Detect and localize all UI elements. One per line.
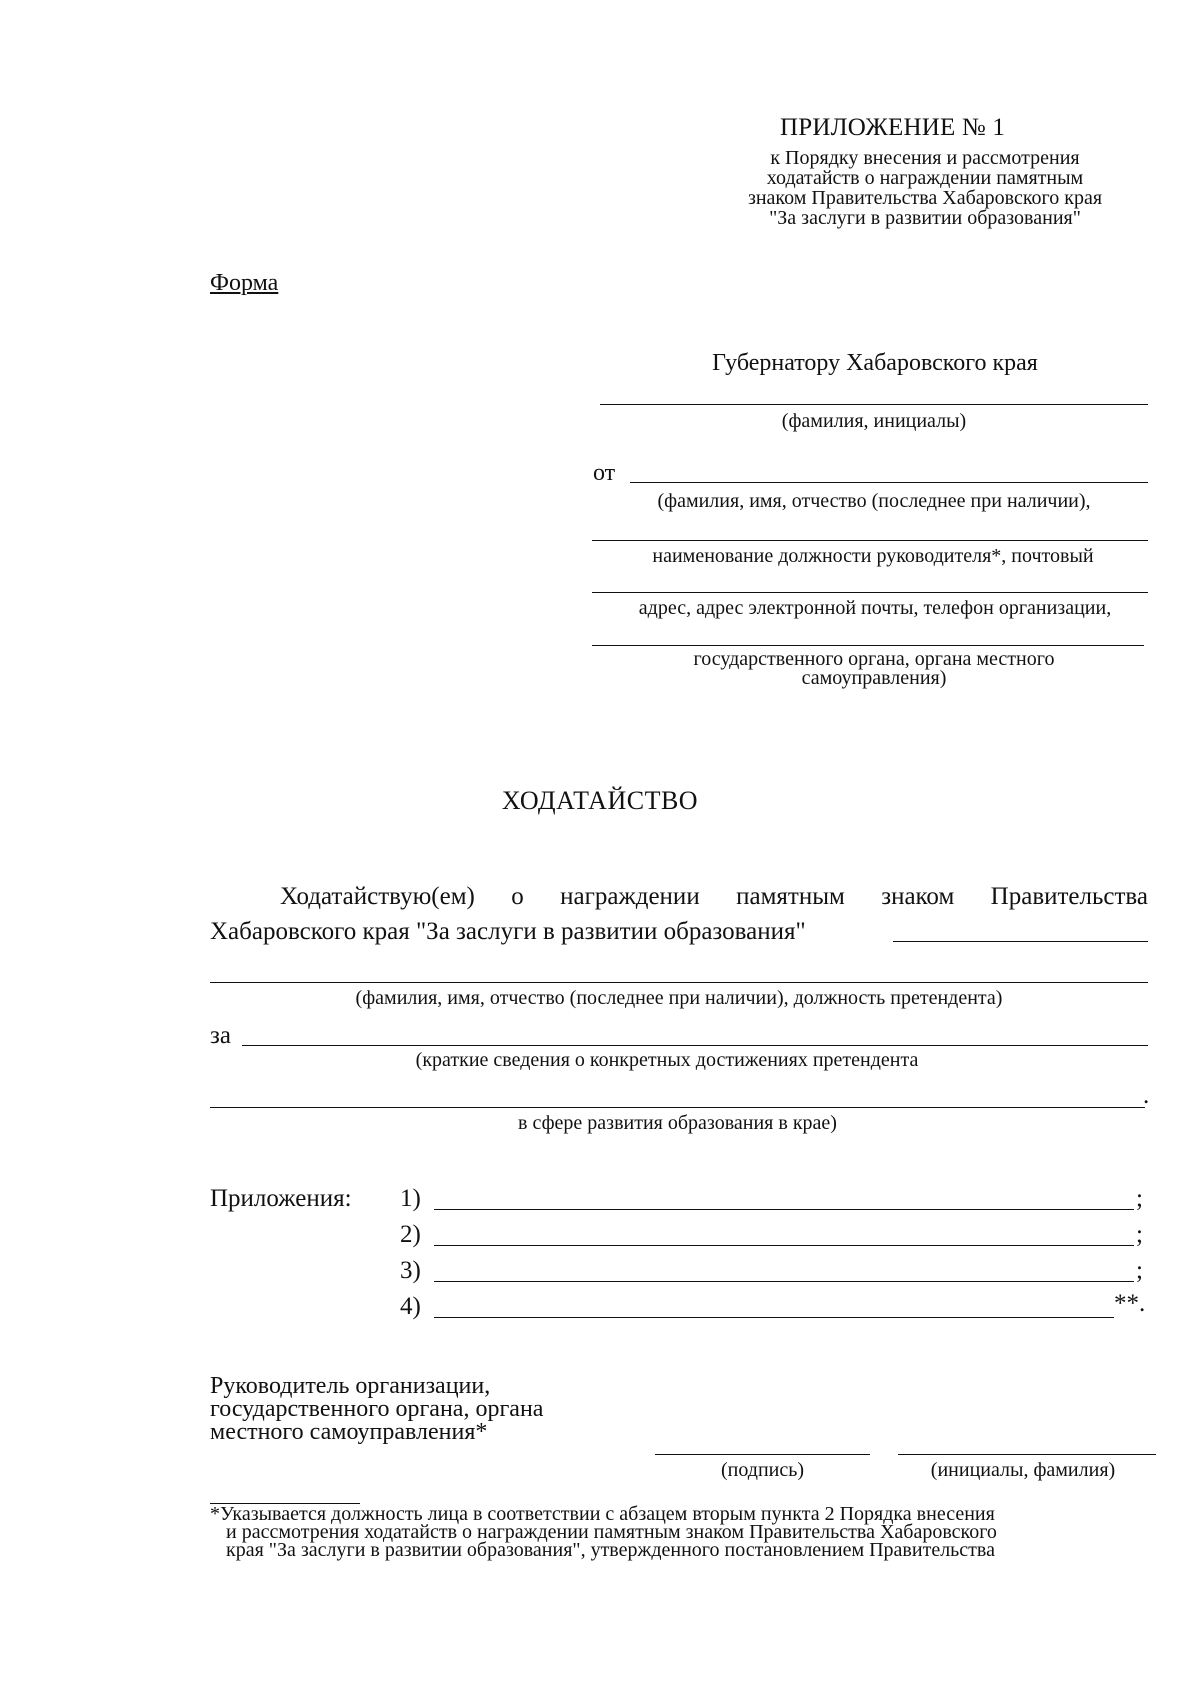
for-prefix: за [210,1022,231,1049]
petition-word: Ходатайствую(ем) [280,883,475,910]
footnote-line: и рассмотрения ходатайств о награждении памятным знаком Правительства Хабаровского [226,1521,997,1543]
signer-line: местного самоуправления* [210,1419,488,1445]
petition-word: о [511,883,524,910]
from-line-4[interactable] [592,645,1144,646]
from-caption-2: наименование должности руководителя*, почтовый [652,545,1094,567]
signature-line[interactable] [655,1454,870,1455]
attachment-line-4[interactable] [434,1317,1114,1318]
attachment-end: ; [1136,1185,1143,1212]
petition-word: Правительства [990,883,1148,910]
petition-word: награждении [560,883,700,910]
signer-line: Руководитель организации, [210,1373,491,1399]
from-caption-4b: самоуправления) [801,667,947,689]
achievements-caption-1: (краткие сведения о конкретных достижениях претендента [415,1049,919,1071]
document-title: ХОДАТАЙСТВО [501,786,699,815]
petition-line-2: Хабаровского края "За заслуги в развитии образования" [210,918,806,945]
addressee-caption: (фамилия, инициалы) [781,410,967,432]
attachment-end: ; [1136,1221,1143,1248]
name-caption: (инициалы, фамилия) [930,1459,1116,1481]
attachment-line-1[interactable] [434,1209,1134,1210]
name-line[interactable] [898,1454,1156,1455]
from-line-1[interactable] [630,482,1148,483]
petition-word: памятным [736,883,845,910]
footnote-line: *Указывается должность лица в соответствии с абзацем вторым пункта 2 Порядка внесения [210,1503,995,1525]
from-caption-1: (фамилия, имя, отчество (последнее при наличии), [657,490,1091,512]
addressee-name-line[interactable] [600,404,1148,405]
attachment-number: 1) [400,1185,421,1212]
signer-line: государственного органа, органа [210,1396,544,1422]
attachment-line-3[interactable] [434,1281,1134,1282]
form-label: Форма [210,270,279,296]
from-line-3[interactable] [592,592,1148,593]
annex-line: к Порядку внесения и рассмотрения [770,147,1080,169]
addressee-to: Губернатору Хабаровского края [712,350,1038,376]
from-caption-3: адрес, адрес электронной почты, телефон организации, [638,597,1112,619]
attachment-number: 4) [400,1293,421,1320]
signature-caption: (подпись) [720,1459,805,1481]
annex-subtitle [700,148,1150,228]
achievements-line-1[interactable] [242,1045,1148,1046]
footnote-line: края "За заслуги в развитии образования", утвержденного постановлением Правительства [226,1539,995,1561]
from-caption-4a: государственного органа, органа местного [693,648,1055,670]
nominee-caption: (фамилия, имя, отчество (последнее при наличии), должность претендента) [355,987,1003,1009]
from-prefix: от [593,460,616,486]
attachment-number: 2) [400,1221,421,1248]
achievements-line-2[interactable] [210,1107,1145,1108]
petition-line-1 [280,883,1148,911]
annex-line: ходатайств о награждении памятным [766,167,1084,189]
petition-word: знаком [881,883,955,910]
signer-title [210,1375,543,1444]
attachments-label: Приложения: [210,1185,352,1212]
nominee-line-2[interactable] [210,982,1148,983]
annex-title: ПРИЛОЖЕНИЕ № 1 [780,114,1006,141]
achievements-caption-2: в сфере развития образования в крае) [518,1112,837,1134]
attachment-line-2[interactable] [434,1245,1134,1246]
annex-line: знаком Правительства Хабаровского края [747,187,1103,209]
footnote [210,1505,1160,1559]
attachment-end: ; [1136,1257,1143,1284]
from-line-2[interactable] [592,540,1148,541]
attachment-end: **. [1114,1290,1146,1317]
annex-line: "За заслуги в развитии образования" [769,207,1081,229]
attachment-number: 3) [400,1257,421,1284]
achievements-period: . [1143,1082,1150,1109]
from-caption-4 [600,650,1148,688]
nominee-line-1[interactable] [893,941,1148,942]
